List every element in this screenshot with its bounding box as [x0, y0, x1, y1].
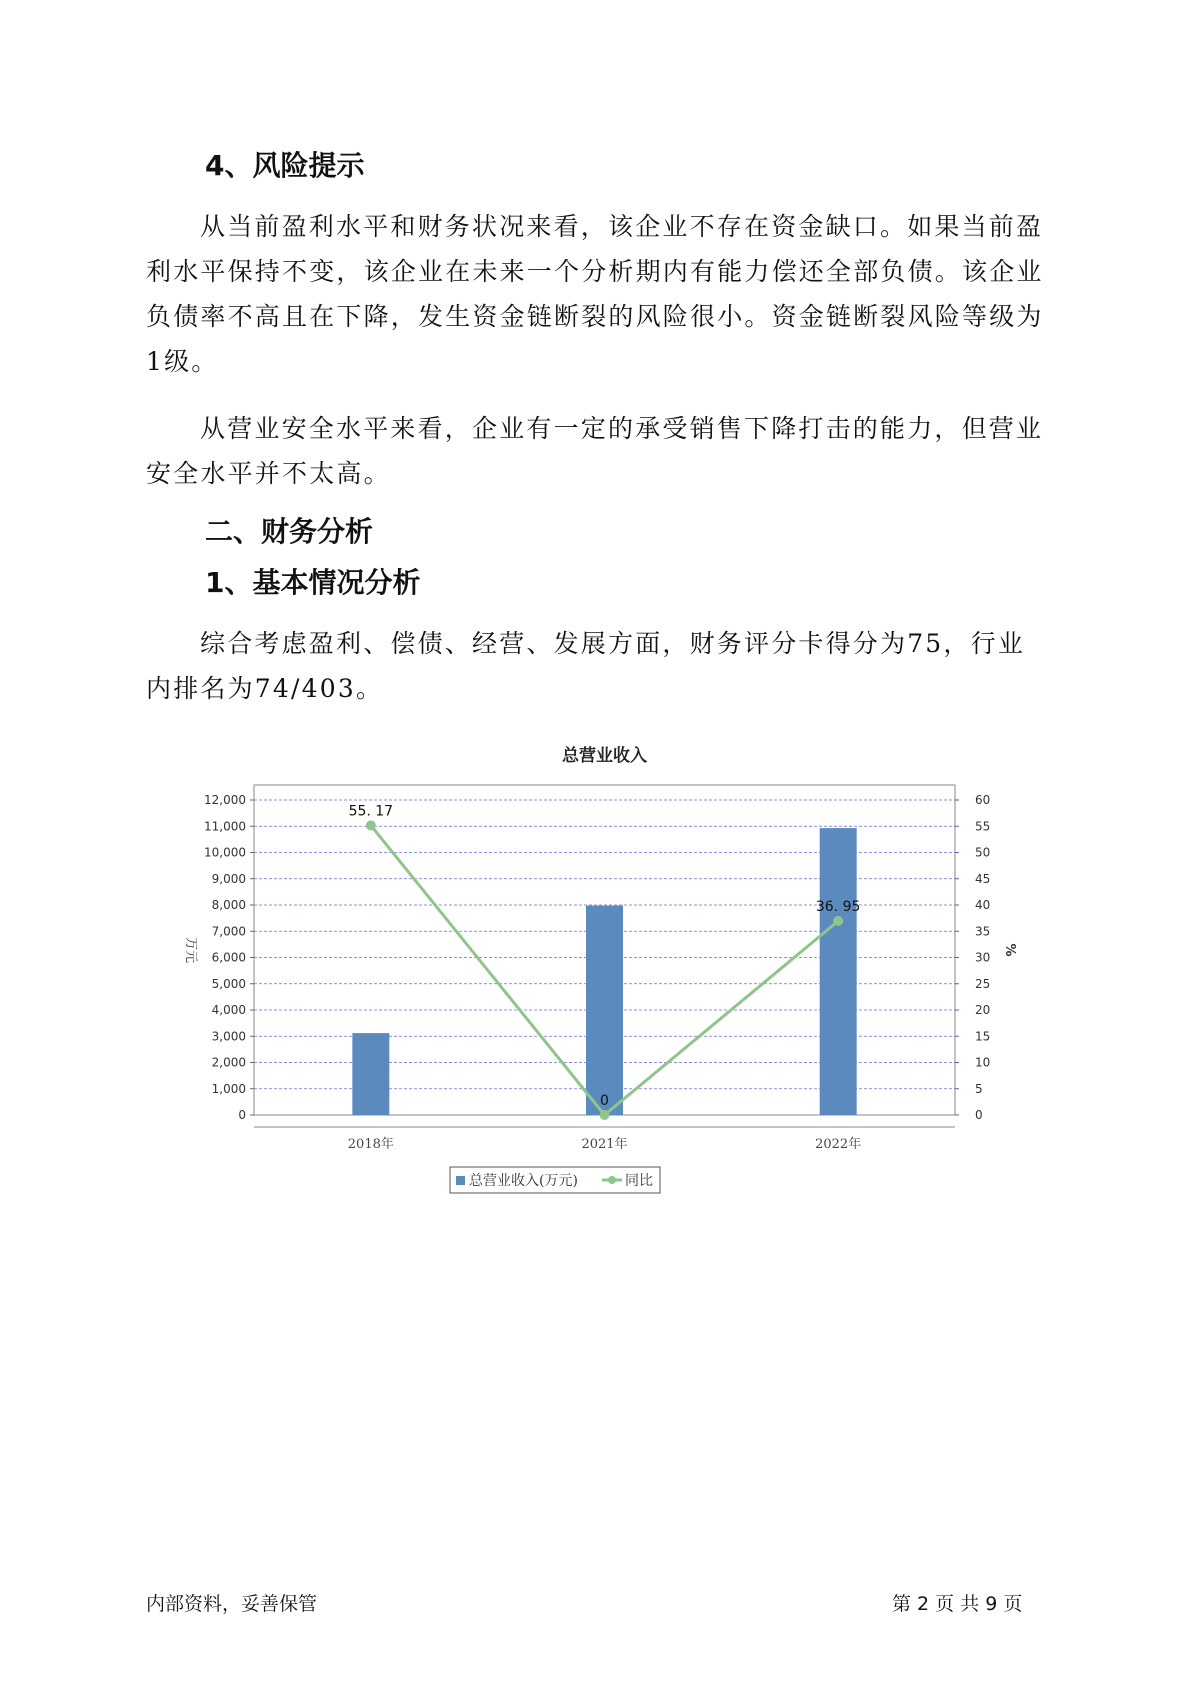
- y-right-tick-label: 0: [975, 1108, 983, 1122]
- y-right-tick-label: 30: [975, 950, 991, 965]
- y-tick-label: 5,000: [211, 976, 246, 991]
- risk-paragraph-1: 从当前盈利水平和财务状况来看，该企业不存在资金缺口。如果当前盈利水平保持不变，该企业在未来一个分析期内有能力偿还全部负债。该企业负债率不高且在下降，发生资金链断裂的风险很小。资金链断裂风险等级为1级。: [146, 212, 1044, 376]
- y-right-tick-label: 25: [975, 976, 991, 991]
- y-tick-label: 11,000: [204, 819, 246, 834]
- y-right-tick-label: 45: [975, 871, 991, 886]
- y-right-tick-label: 5: [975, 1081, 983, 1096]
- basic-heading: 1、基本情况分析: [205, 566, 421, 599]
- y-axis-label: 万元: [183, 936, 198, 964]
- y-right-tick-label: 40: [975, 898, 991, 912]
- y-right-tick-label: 55: [975, 819, 991, 834]
- basic-paragraph: 综合考虑盈利、偿债、经营、发展方面，财务评分卡得分为75，行业内排名为74/403。: [146, 629, 1026, 703]
- y-tick-label: 9,000: [211, 871, 246, 886]
- legend-marker-yoy: [608, 1176, 616, 1184]
- y-tick-label: 3,000: [211, 1029, 246, 1044]
- y-tick-label: 10,000: [204, 845, 246, 860]
- chart-title: 总营业收入: [562, 746, 647, 766]
- y-tick-label: 2,000: [211, 1055, 246, 1070]
- x-tick-label: 2022年: [815, 1137, 862, 1152]
- legend-label-revenue: 总营业收入(万元): [469, 1173, 578, 1189]
- risk-paragraph-2: 从营业安全水平来看，企业有一定的承受销售下降打击的能力，但营业安全水平并不太高。: [146, 414, 1044, 488]
- footer-confidential: 内部资料，妥善保管: [146, 1593, 318, 1615]
- revenue-chart: [170, 735, 1040, 1195]
- risk-heading: 4、风险提示: [205, 149, 365, 182]
- y-right-axis-label: %: [1002, 943, 1017, 957]
- y-right-tick-label: 50: [975, 845, 991, 860]
- data-label-yoy: 36. 95: [815, 899, 861, 916]
- finance-heading: 二、财务分析: [205, 515, 374, 548]
- y-right-tick-label: 60: [975, 793, 991, 807]
- y-tick-label: 6,000: [211, 950, 246, 965]
- y-tick-label: 1,000: [211, 1081, 246, 1096]
- data-label-yoy: 0: [600, 1093, 609, 1109]
- y-tick-label: 4,000: [211, 1003, 246, 1017]
- bar-revenue: [352, 1033, 389, 1115]
- data-label-yoy: 55. 17: [348, 803, 394, 820]
- y-tick-label: 8,000: [211, 898, 246, 912]
- bar-revenue: [820, 828, 857, 1115]
- x-tick-label: 2021年: [581, 1137, 628, 1152]
- y-right-tick-label: 20: [975, 1003, 991, 1017]
- y-right-tick-label: 35: [975, 924, 991, 939]
- bar-revenue: [586, 906, 623, 1115]
- footer-page-number: 第 2 页 共 9 页: [892, 1593, 1023, 1615]
- y-tick-label: 7,000: [211, 924, 246, 939]
- legend-label-yoy: 同比: [625, 1173, 653, 1189]
- x-tick-label: 2018年: [347, 1137, 394, 1152]
- y-right-tick-label: 10: [975, 1055, 991, 1070]
- point-yoy: [366, 820, 376, 830]
- y-tick-label: 0: [238, 1108, 246, 1122]
- y-right-tick-label: 15: [975, 1029, 991, 1044]
- point-yoy: [833, 916, 843, 926]
- y-tick-label: 12,000: [204, 793, 246, 807]
- point-yoy: [600, 1110, 610, 1120]
- legend-swatch-revenue: [456, 1176, 465, 1185]
